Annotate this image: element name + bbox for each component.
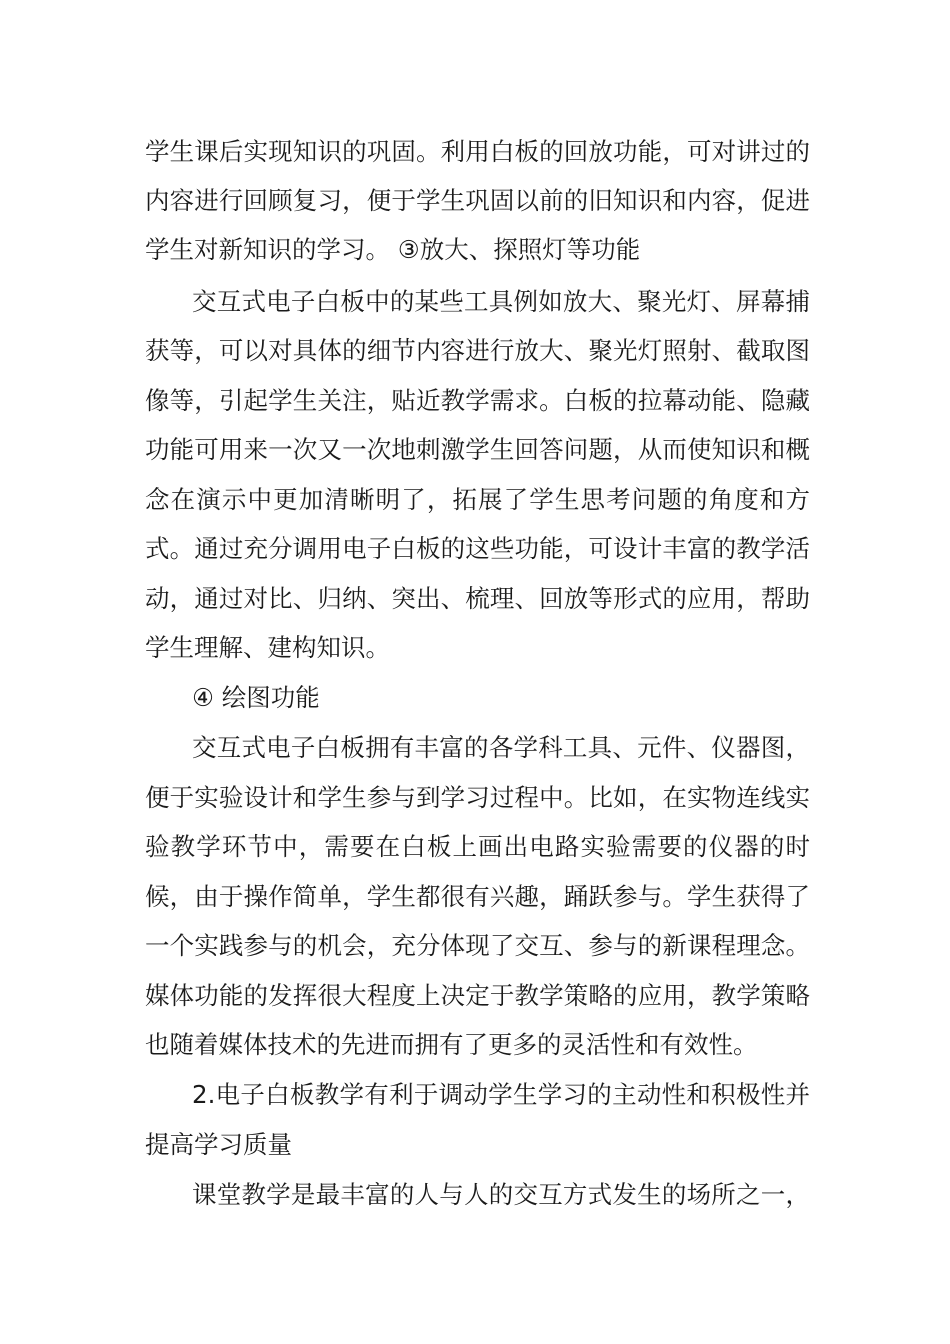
paragraph-line: 念在演示中更加清晰明了，拓展了学生思考问题的角度和方 — [145, 485, 810, 514]
paragraph-line: 验教学环节中，需要在白板上画出电路实验需要的仪器的时 — [145, 832, 810, 861]
paragraph-line: 内容进行回顾复习，便于学生巩固以前的旧知识和内容，促进 — [145, 186, 810, 215]
paragraph-line: 交互式电子白板中的某些工具例如放大、聚光灯、屏幕捕 — [192, 287, 810, 316]
paragraph-line: 便于实验设计和学生参与到学习过程中。比如，在实物连线实 — [145, 783, 810, 812]
paragraph-line: 学生理解、建构知识。 — [145, 633, 390, 662]
paragraph-line: 学生对新知识的学习。 ③放大、探照灯等功能 — [145, 235, 641, 264]
paragraph-line: 媒体功能的发挥很大程度上决定于教学策略的应用，教学策略 — [145, 981, 810, 1010]
paragraph-line: 像等，引起学生关注，贴近教学需求。白板的拉幕动能、隐藏 — [145, 386, 810, 415]
section-heading: 2.电子白板教学有利于调动学生学习的主动性和积极性并 — [192, 1080, 810, 1109]
paragraph-line: 一个实践参与的机会，充分体现了交互、参与的新课程理念。 — [145, 931, 810, 960]
paragraph-line: 式。通过充分调用电子白板的这些功能，可设计丰富的教学活 — [145, 534, 810, 563]
paragraph-line: 交互式电子白板拥有丰富的各学科工具、元件、仪器图， — [192, 733, 810, 762]
paragraph-line: 也随着媒体技术的先进而拥有了更多的灵活性和有效性。 — [145, 1030, 758, 1059]
paragraph-line: 动，通过对比、归纳、突出、梳理、回放等形式的应用，帮助 — [145, 584, 810, 613]
paragraph-line: 学生课后实现知识的巩固。利用白板的回放功能，可对讲过的 — [145, 137, 810, 166]
paragraph-line: 课堂教学是最丰富的人与人的交互方式发生的场所之一， — [192, 1180, 810, 1209]
paragraph-line: 功能可用来一次又一次地刺激学生回答问题，从而使知识和概 — [145, 435, 810, 464]
section-heading: ④ 绘图功能 — [192, 683, 320, 712]
paragraph-line: 获等，可以对具体的细节内容进行放大、聚光灯照射、截取图 — [145, 336, 810, 365]
paragraph-line: 候，由于操作简单，学生都很有兴趣，踊跃参与。学生获得了 — [145, 882, 810, 911]
section-heading: 提高学习质量 — [145, 1130, 292, 1159]
